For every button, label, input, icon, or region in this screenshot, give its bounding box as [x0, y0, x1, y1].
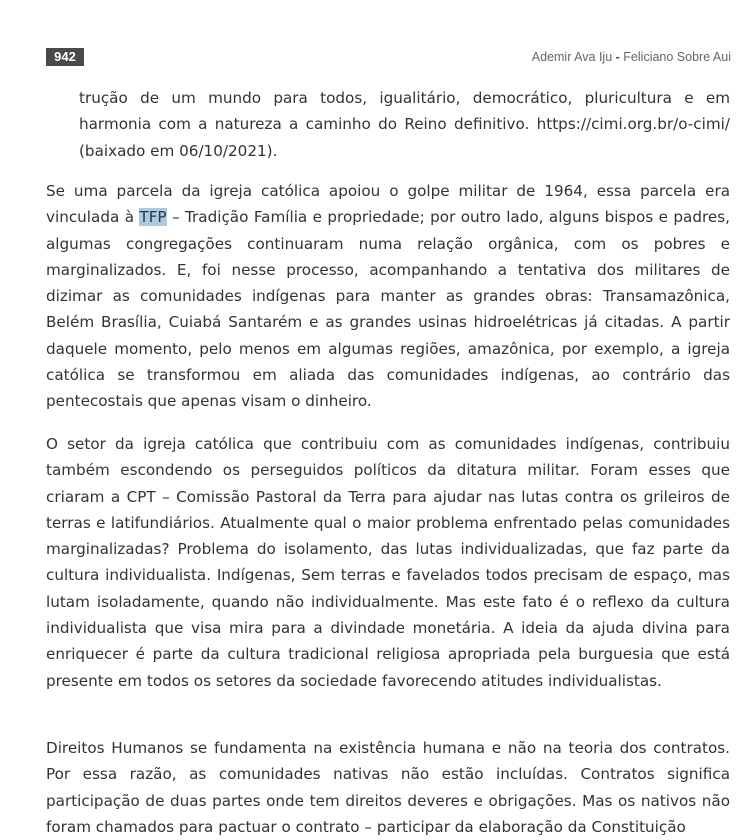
author-separator: -: [615, 50, 620, 64]
author-2: Feliciano Sobre Aui: [623, 50, 731, 64]
highlighted-text-selection[interactable]: TFP: [139, 208, 167, 227]
paragraph-1-text-after: – Tradição Família e propriedade; por outro lado, alguns bispos e padres, algumas congregações continuaram numa relação orgânica, com os pobres e marginalizados. E, foi nesse processo, acompanhando a tentativa dos militares de dizimar as comunidades indígenas para manter as grandes obras: Transamazônica, Belém Brasília, Cuiabá Santarém e as grandes usinas hidroelétricas já citadas. A partir daquele momento, pelo menos em algumas regiões, amazônica, por exemplo, a igreja católica se transformou em aliada das comunidades indígenas, ao contrário das pentecostais que apenas visam o dinheiro.: [46, 208, 731, 411]
page-number: 942: [46, 48, 84, 66]
footnote-continuation: trução de um mundo para todos, igualitário, democrático, pluricultura e em harmonia com a natureza a caminho do Reino definitivo. https://cimi.org.br/o-cimi/ (baixado em 06/10/2021).: [79, 89, 730, 160]
paragraph-1-text-before: Se uma parcela da igreja católica apoiou o golpe militar de 1964, essa parcela era vinculada à: [46, 182, 730, 227]
paragraph-3: Direitos Humanos se fundamenta na existência humana e não na teoria dos contratos. Por essa razão, as comunidades nativas não estão incluídas. Contratos significa participação de duas partes onde tem direitos deveres e obrigações. Mas os nativos não foram chamados para pactuar o contrato – participar da elaboração da Constituição: [46, 739, 730, 836]
paragraph-1: [46, 178, 730, 415]
page-header: [0, 0, 744, 70]
running-head-authors: [532, 48, 731, 66]
paragraph-2: O setor da igreja católica que contribuiu com as comunidades indígenas, contribuiu também escondendo os perseguidos políticos da ditatura militar. Foram esses que criaram a CPT – Comissão Pastoral da Terra para ajudar nas lutas contra os grileiros de terras e latifundiários. Atualmente qual o maior problema enfrentado pelas comunidades marginalizadas? Problema do isolamento, das lutas individualizadas, que faz parte da cultura individualista. Indígenas, Sem terras e favelados todos precisam de espaço, mas lutam isoladamente, quando não individualmente. Mas este fato é o reflexo da cultura individualista que visa mira para a divindade monetária. A ideia da ajuda divina para enriquecer é parte da cultura tradicional religiosa apropriada pela burguesia que está presente em todos os setores da sociedade favorecendo atitudes individualistas.: [46, 435, 730, 690]
author-1: Ademir Ava Iju: [531, 50, 613, 64]
